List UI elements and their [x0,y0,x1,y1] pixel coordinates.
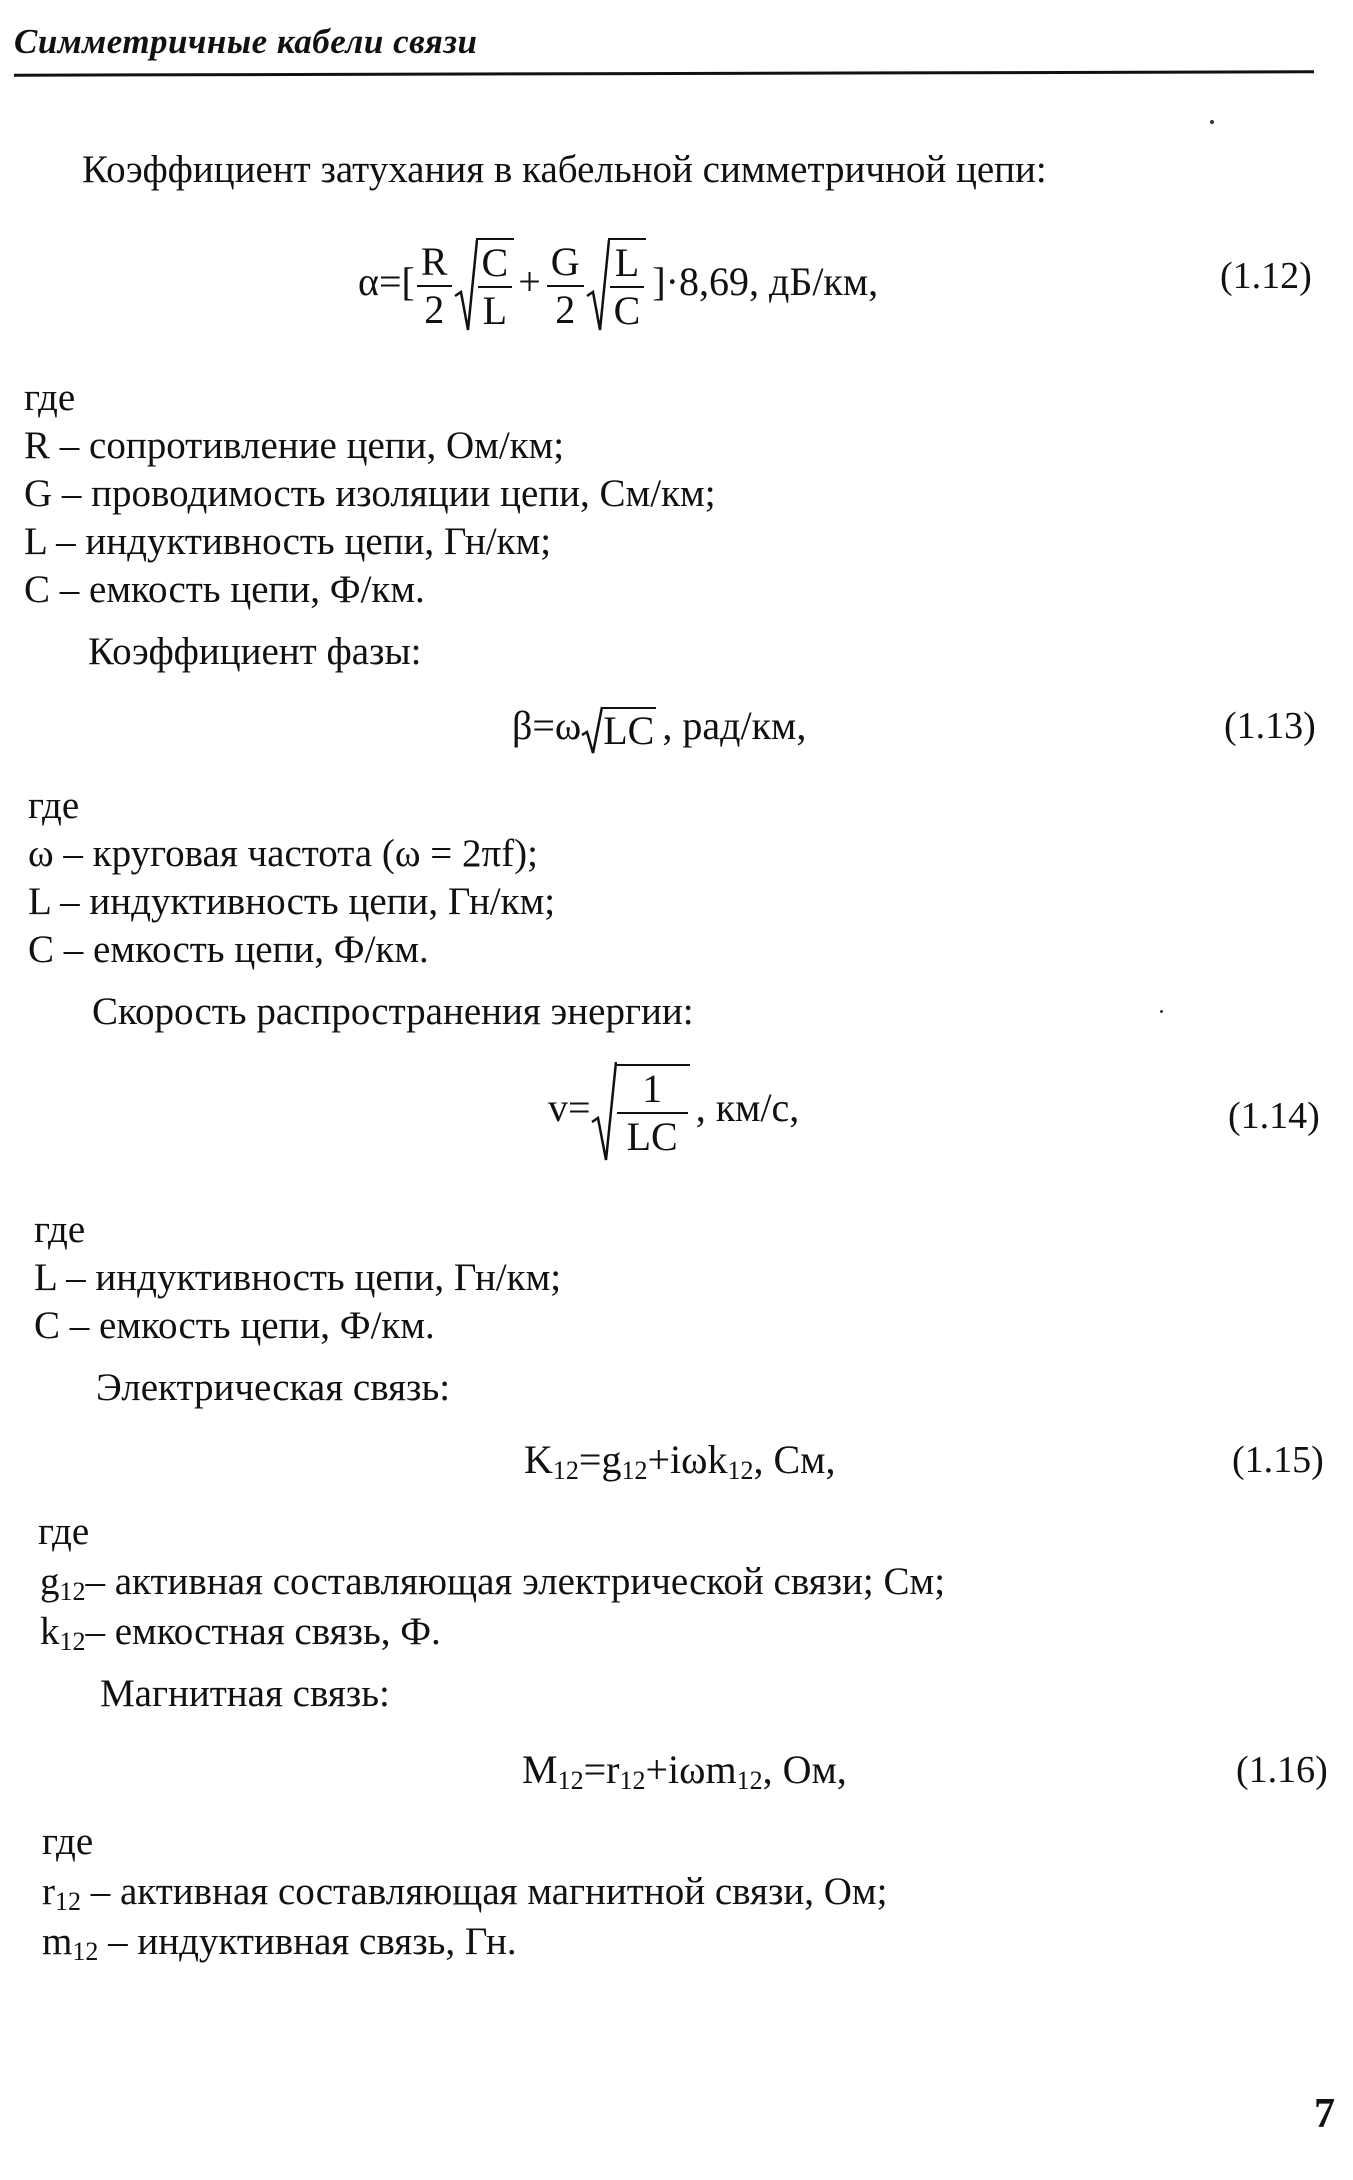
formula-tail: ]·8,69, дБ/км, [652,259,879,305]
frac-num: R [417,239,452,287]
sqrt-one-over-lc [591,1060,690,1164]
frac-num: 1 [617,1066,688,1114]
subscript: 12 [619,1766,646,1795]
def-symbol: k [40,1610,60,1653]
subscript: 12 [736,1766,763,1795]
header-rule [14,70,1314,76]
definition-line: G – проводимость изоляции цепи, См/км; [24,472,716,515]
definition-line: L – индуктивность цепи, Гн/км; [34,1256,562,1299]
subscript: 12 [55,1887,81,1916]
formula-lhs: α=[ [358,259,415,305]
velocity-intro: Скорость распространения энергии: [92,990,694,1033]
subscript: 12 [59,1627,86,1656]
formula-tail: , рад/км, [662,703,807,748]
definition-line: С – емкость цепи, Ф/км. [34,1304,435,1347]
where-label: где [42,1820,94,1863]
sqrt-c-over-l [454,238,515,334]
definition-line [40,1610,441,1664]
formula-symbol: M [522,1747,558,1792]
formula-lhs: β=ω [512,703,582,748]
magnetic-formula [522,1748,847,1803]
def-symbol: g [40,1560,60,1603]
formula-tail: , Ом, [762,1747,847,1792]
radical-sign-icon [454,238,478,334]
def-symbol: m [42,1920,73,1963]
where-label: где [38,1510,90,1553]
radical-sign-icon [591,1060,617,1164]
def-text: – индуктивная связь, Гн. [98,1920,517,1963]
frac-den: C [613,288,641,333]
attenuation-formula [358,238,878,334]
phase-intro: Коэффициент фазы: [88,630,422,673]
formula-part: +iωm [645,1747,737,1792]
where-label: где [34,1208,86,1251]
definition-line: С – емкость цепи, Ф/км. [28,928,429,971]
formula-lhs: v= [548,1085,591,1131]
def-text: – емкостная связь, Ф. [85,1610,441,1653]
definition-line: L – индуктивность цепи, Гн/км; [28,880,556,923]
equation-number-1-12: (1.12) [1220,255,1312,297]
frac-num: L [610,240,645,288]
sqrt-lc [581,704,656,755]
subscript: 12 [59,1577,86,1606]
definition-line [40,1560,945,1614]
subscript: 12 [727,1456,754,1485]
subscript: 12 [552,1456,579,1485]
scan-speck [1210,120,1214,124]
fraction-g-over-2 [547,239,584,333]
frac-den: 2 [555,287,576,332]
formula-symbol: K [524,1437,553,1482]
equation-number-1-14: (1.14) [1228,1095,1320,1137]
def-text: – активная составляющая электрической связи; См; [85,1560,946,1603]
frac-den: L [482,288,508,333]
formula-tail: , км/с, [695,1085,800,1131]
radical-sign-icon [581,705,603,755]
electric-intro: Электрическая связь: [96,1366,451,1409]
equation-number-1-16: (1.16) [1236,1749,1328,1791]
phase-formula [512,704,806,755]
definition-line [42,1920,517,1974]
scan-speck [1160,1010,1163,1013]
subscript: 12 [621,1456,648,1485]
magnetic-intro: Магнитная связь: [100,1672,390,1715]
frac-den: LC [626,1114,678,1159]
radical-sign-icon [586,238,610,334]
definition-line: R – сопротивление цепи, Ом/км; [24,424,565,467]
formula-part: =g [578,1437,622,1482]
attenuation-intro: Коэффициент затухания в кабельной симметричной цепи: [82,148,1047,191]
formula-part: +iωk [647,1437,728,1482]
electric-formula [524,1438,835,1493]
frac-den: 2 [424,287,445,332]
definition-line: С – емкость цепи, Ф/км. [24,568,425,611]
definition-line: ω – круговая частота (ω = 2πf); [28,832,539,875]
where-label: где [24,376,76,419]
plus-sign: + [518,259,541,305]
def-symbol: r [42,1870,55,1913]
fraction-r-over-2 [417,239,452,333]
where-label: где [28,784,80,827]
running-title: Симметричные кабели связи [14,22,478,61]
page-number: 7 [1314,2091,1335,2137]
velocity-formula [548,1060,799,1164]
sqrt-l-over-c [586,238,647,334]
definition-line: L – индуктивность цепи, Гн/км; [24,520,552,563]
subscript: 12 [72,1937,99,1966]
frac-num: G [547,239,584,287]
equation-number-1-13: (1.13) [1224,705,1316,747]
radicand: LC [603,708,655,754]
definition-line [42,1870,887,1924]
subscript: 12 [557,1766,584,1795]
formula-part: =r [583,1747,620,1792]
def-text: – активная составляющая магнитной связи, Ом; [81,1870,888,1913]
frac-num: C [478,240,513,288]
equation-number-1-15: (1.15) [1232,1439,1324,1481]
formula-tail: , См, [753,1437,836,1482]
